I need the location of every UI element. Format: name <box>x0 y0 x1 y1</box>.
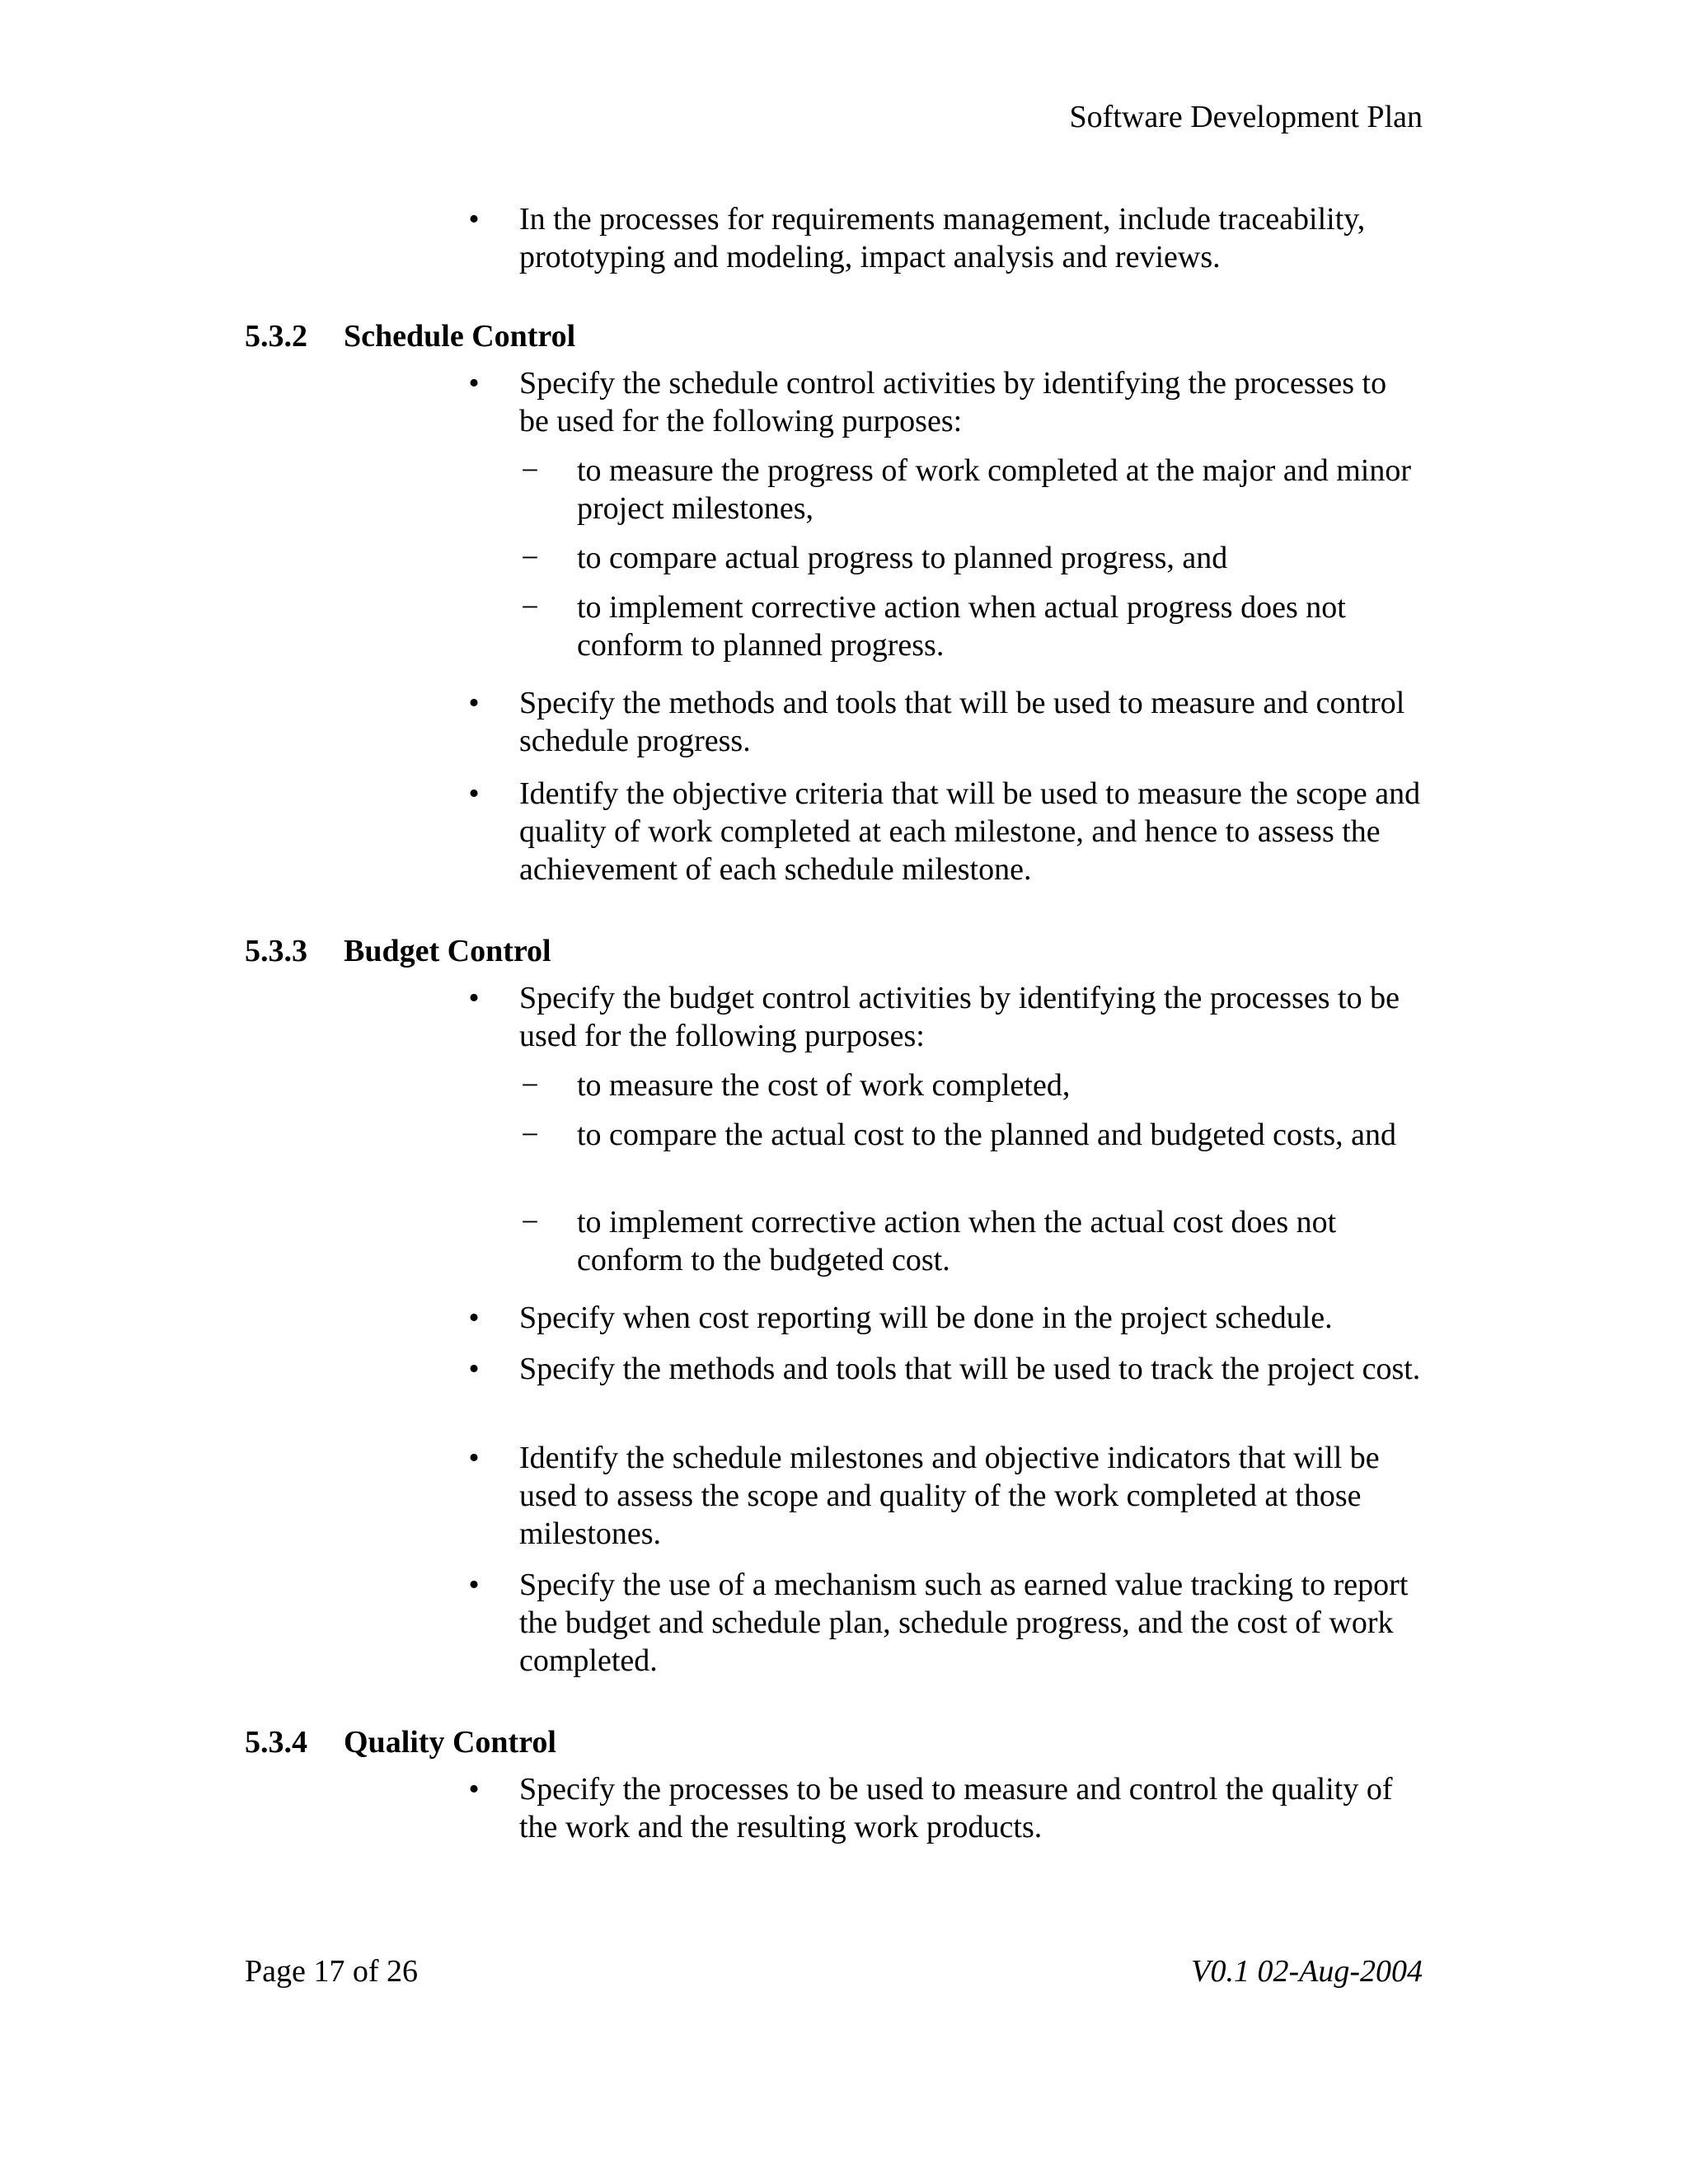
bullet-text: Specify the methods and tools that will be used to measure and control schedule progress. <box>519 686 1405 758</box>
list-item <box>468 684 1422 760</box>
sub-list-item <box>521 1203 1422 1279</box>
bullet-text: Identify the objective criteria that will be used to measure the scope and quality of work completed at each milestone, and hence to assess the achievement of each schedule milestone. <box>519 776 1421 887</box>
list-item <box>468 979 1422 1055</box>
section-heading-budget-control <box>245 931 551 971</box>
list-item <box>468 1439 1422 1553</box>
intro-bullet <box>468 200 1422 276</box>
sub-list-item <box>521 452 1422 527</box>
sub-list-item <box>521 1116 1422 1154</box>
bullet-text: In the processes for requirements management, include traceability, prototyping and modeling, impact analysis and reviews. <box>519 202 1366 274</box>
section-number: 5.3.2 <box>245 319 307 354</box>
section-heading-quality-control <box>245 1722 556 1762</box>
section-title: Quality Control <box>344 1725 556 1760</box>
section-heading-schedule-control <box>245 316 575 356</box>
bullet-text: Specify the processes to be used to measure and control the quality of the work and the resulting work products. <box>519 1772 1393 1844</box>
bullet-text: Specify the schedule control activities by identifying the processes to be used for the following purposes: <box>519 366 1387 438</box>
sub-list-item <box>521 539 1422 577</box>
dash-marker: − <box>521 590 539 625</box>
dash-marker: − <box>521 541 539 575</box>
section-title: Budget Control <box>344 934 551 968</box>
bullet-text: Specify the use of a mechanism such as earned value tracking to report the budget and schedule plan, schedule progress, and the cost of work completed. <box>519 1568 1409 1678</box>
sub-item-text: to implement corrective action when the actual cost does not conform to the budgeted cost. <box>577 1205 1337 1277</box>
page-number: Page 17 of 26 <box>245 1954 419 1989</box>
bullet-marker: • <box>468 1772 480 1807</box>
list-item <box>468 1299 1422 1337</box>
bullet-marker: • <box>468 776 480 811</box>
bullet-text: Specify when cost reporting will be done in the project schedule. <box>519 1301 1333 1335</box>
sub-list-item <box>521 588 1422 664</box>
list-item <box>468 775 1422 888</box>
bullet-marker: • <box>468 1352 480 1386</box>
version-date: V0.1 02-Aug-2004 <box>1191 1954 1423 1989</box>
sub-item-text: to implement corrective action when actual progress does not conform to planned progress. <box>577 590 1346 663</box>
sub-item-text: to measure the cost of work completed, <box>577 1068 1071 1103</box>
dash-marker: − <box>521 1205 539 1240</box>
bullet-text: Specify the methods and tools that will be used to track the project cost. <box>519 1352 1421 1386</box>
sub-item-text: to compare the actual cost to the planned and budgeted costs, and <box>577 1118 1397 1152</box>
section-number: 5.3.4 <box>245 1725 307 1760</box>
list-item <box>468 364 1422 440</box>
bullet-marker: • <box>468 1568 480 1602</box>
sub-item-text: to measure the progress of work completed at the major and minor project milestones, <box>577 453 1411 526</box>
dash-marker: − <box>521 453 539 488</box>
bullet-marker: • <box>468 981 480 1015</box>
list-item <box>468 1770 1422 1846</box>
bullet-text: Specify the budget control activities by identifying the processes to be used for the following purposes: <box>519 981 1400 1053</box>
bullet-marker: • <box>468 1301 480 1335</box>
sub-item-text: to compare actual progress to planned progress, and <box>577 541 1228 575</box>
bullet-text: Identify the schedule milestones and objective indicators that will be used to assess the scope and quality of the work completed at those milestones. <box>519 1441 1380 1551</box>
bullet-marker: • <box>468 1441 480 1475</box>
section-number: 5.3.3 <box>245 934 307 968</box>
bullet-marker: • <box>468 202 480 237</box>
list-item <box>468 1350 1422 1388</box>
page-header-title: Software Development Plan <box>1069 100 1423 134</box>
dash-marker: − <box>521 1118 539 1152</box>
dash-marker: − <box>521 1068 539 1103</box>
bullet-marker: • <box>468 366 480 401</box>
list-item <box>468 1566 1422 1680</box>
section-title: Schedule Control <box>344 319 576 354</box>
sub-list-item <box>521 1066 1422 1104</box>
bullet-marker: • <box>468 686 480 720</box>
